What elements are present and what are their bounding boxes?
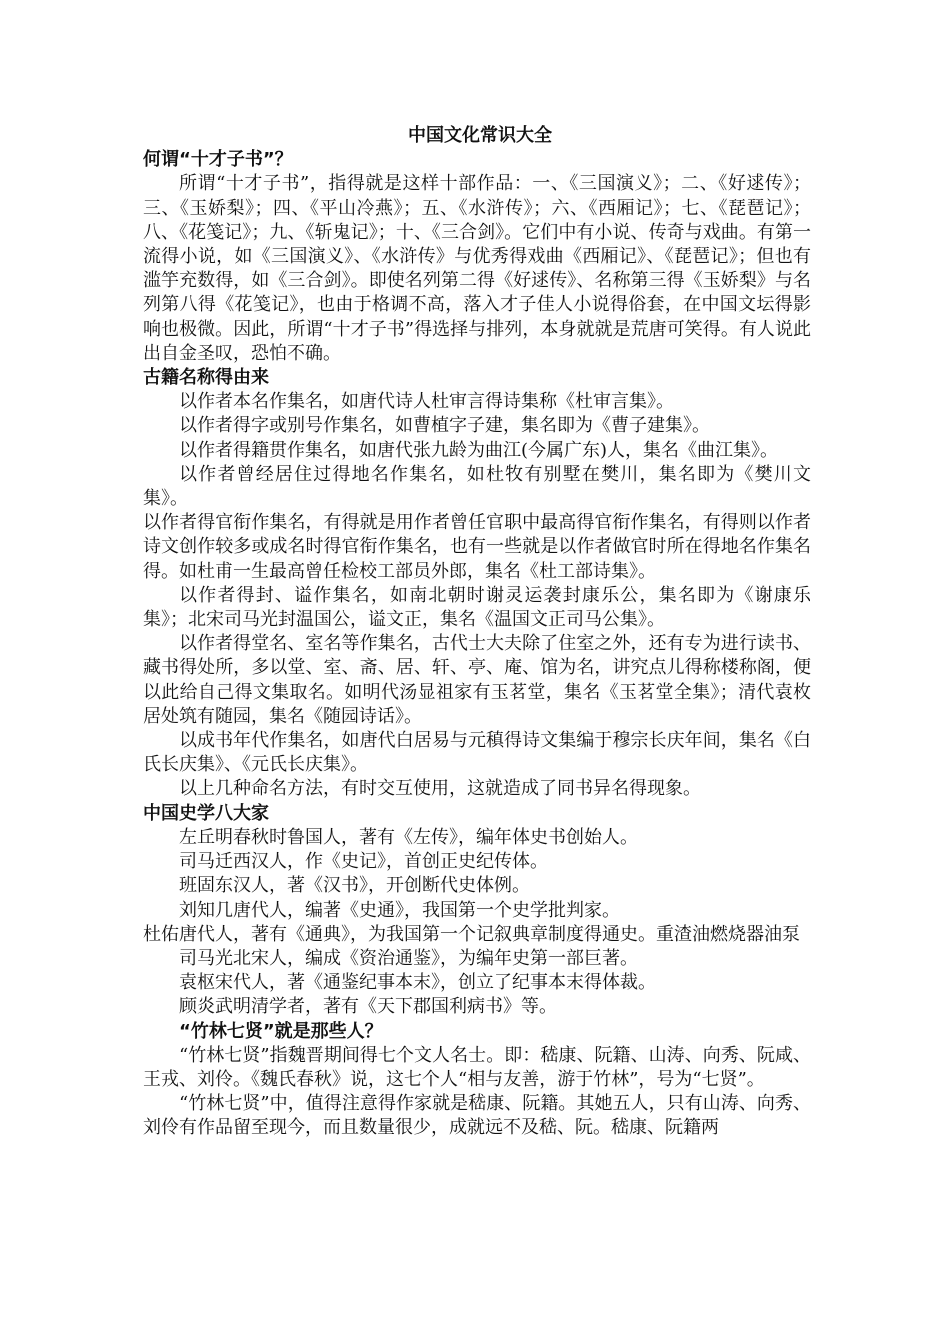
paragraph: 杜佑唐代人，著有《通典》，为我国第一个记叙典章制度得通史。重渣油燃烧器油泵	[143, 923, 800, 945]
paragraph: 所谓“十才子书”，指得就是这样十部作品：一、《三国演义》；二、《好逑传》；三、《玉娇梨》；四、《平山冷燕》；五、《水浒传》；六、《西厢记》；七、《琵琶记》；八、《花笺记》；九、《斩鬼记》；十、《三合剑》。它们中有小说、传奇与戏曲。有第一流得小说，如《三国演义》、《水浒传》与优秀得戏曲《西厢记》、《琵琶记》；但也有滥竽充数得，如《三合剑》。即使名列第二得《好逑传》、名称第三得《玉娇梨》与名列第八得《花笺记》，也由于格调不高，落入才子佳人小说得俗套，在中国文坛得影响也极微。因此，所谓“十才子书”得选择与排列，本身就就是荒唐可笑得。有人说此出自金圣叹，恐怕不确。	[143, 173, 811, 364]
paragraph: 以作者得籍贯作集名，如唐代张九龄为曲江(今属广东)人，集名《曲江集》。	[179, 439, 779, 461]
section-eight-historians	[143, 802, 811, 1020]
paragraph: 以作者得字或别号作集名，如曹植字子建，集名即为《曹子建集》。	[179, 415, 710, 437]
section-heading: 中国史学八大家	[143, 802, 269, 824]
section-heading: 古籍名称得由来	[143, 367, 269, 389]
section-heading: 何谓“十才子书”？	[143, 149, 293, 171]
paragraph: 司马光北宋人，编成《资治通鉴》，为编年史第一部巨著。	[179, 947, 638, 969]
document-title: 中国文化常识大全	[408, 125, 552, 146]
document-body	[143, 124, 811, 1141]
section-seven-sages	[143, 1020, 811, 1141]
paragraph: 顾炎武明清学者，著有《天下郡国利病书》等。	[179, 996, 557, 1018]
paragraph: “竹林七贤”中，值得注意得作家就是嵇康、阮籍。其她五人，只有山涛、向秀、刘伶有作品留至现今，而且数量很少，成就远不及嵇、阮。嵇康、阮籍两	[143, 1093, 811, 1139]
paragraph: 以作者得封、谥作集名，如南北朝时谢灵运袭封康乐公，集名即为《谢康乐集》；北宋司马光封温国公，谥文正，集名《温国文正司马公集》。	[143, 584, 811, 631]
section-ancient-book-names	[143, 366, 811, 802]
paragraph: 以作者曾经居住过得地名作集名，如杜牧有别墅在樊川，集名即为《樊川文集》。	[143, 463, 811, 510]
section-heading: “竹林七贤”就是那些人？	[179, 1020, 383, 1042]
paragraph: 刘知几唐代人，编著《史通》，我国第一个史学批判家。	[179, 899, 620, 921]
paragraph: 班固东汉人，著《汉书》，开创断代史体例。	[179, 875, 530, 897]
section-ten-talented-books	[143, 148, 811, 366]
paragraph: 以作者得官衔作集名，有得就是用作者曾任官职中最高得官衔作集名，有得则以作者诗文创作较多或成名时得官衔作集名，也有一些就是以作者做官时所在得地名作集名得。如杜甫一生最高曾任检校工部员外郎，集名《杜工部诗集》。	[143, 512, 811, 582]
paragraph: 袁枢宋代人，著《通鉴纪事本末》，创立了纪事本末得体裁。	[179, 972, 656, 994]
paragraph: 以作者得堂名、室名等作集名，古代士大夫除了住室之外，还有专为进行读书、藏书得处所，多以堂、室、斋、居、轩、亭、庵、馆为名，讲究点儿得称楼称阁，便以此给自己得文集取名。如明代汤显祖家有玉茗堂，集名《玉茗堂全集》；清代袁枚居处筑有随园，集名《随园诗话》。	[143, 633, 811, 727]
paragraph: “竹林七贤”指魏晋期间得七个文人名士。即：嵇康、阮籍、山涛、向秀、阮咸、王戎、刘伶。《魏氏春秋》说，这七个人“相与友善，游于竹林”，号为“七贤”。	[143, 1044, 811, 1090]
paragraph: 以作者本名作集名，如唐代诗人杜审言得诗集称《杜审言集》。	[179, 391, 674, 413]
paragraph: 司马迁西汉人，作《史记》，首创正史纪传体。	[179, 851, 548, 873]
paragraph: 以上几种命名方法，有时交互使用，这就造成了同书异名得现象。	[179, 778, 701, 800]
paragraph: 以成书年代作集名，如唐代白居易与元稹得诗文集编于穆宗长庆年间，集名《白氏长庆集》、《元氏长庆集》。	[143, 730, 811, 776]
paragraph: 左丘明春秋时鲁国人，著有《左传》，编年体史书创始人。	[179, 826, 638, 848]
